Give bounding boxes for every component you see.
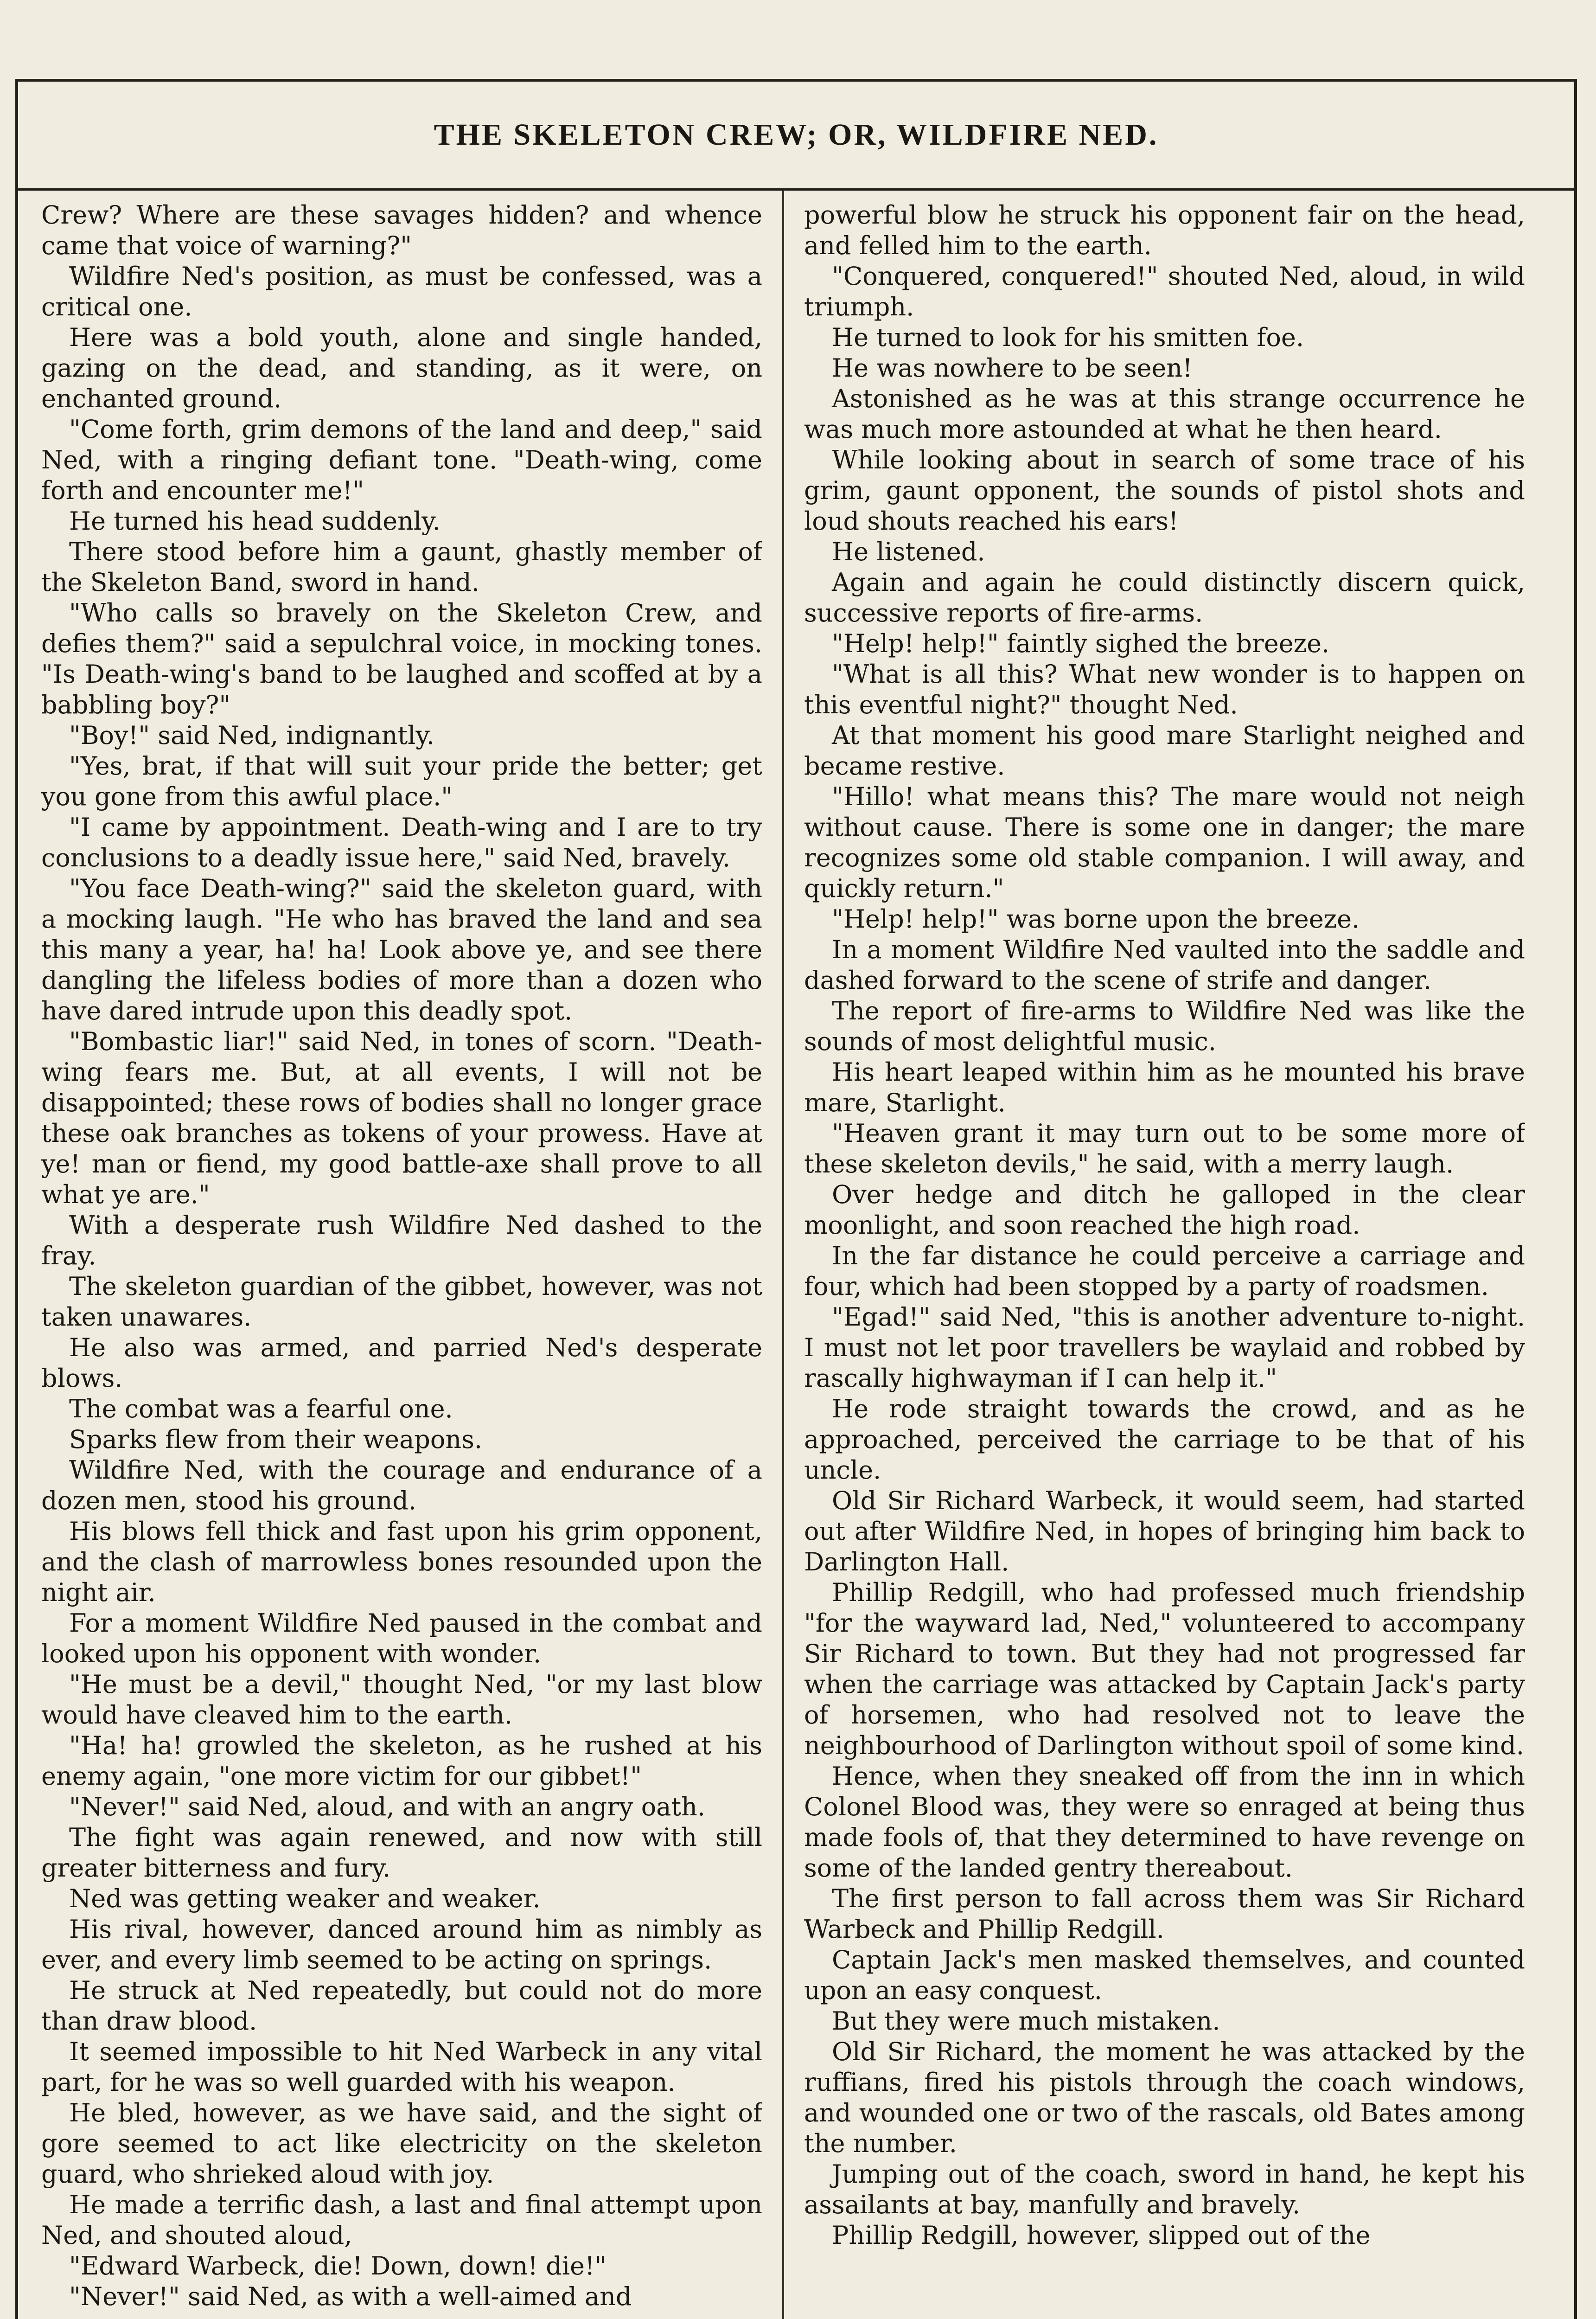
paragraph: Again and again he could distinctly discern quick, successive reports of fire-arms. <box>804 568 1525 628</box>
paragraph: Phillip Redgill, who had professed much friendship "for the wayward lad, Ned," volunteered to accompany Sir Richard to town. But they had not progressed far when the carriage was attacked by Captain Jack's party of horsemen, who had resolved not to leave the neighbourhood of Darlington without spoil of some kind. <box>804 1578 1525 1760</box>
paragraph: Hence, when they sneaked off from the inn in which Colonel Blood was, they were so enraged at being thus made fools of, that they determined to have revenge on some of the landed gentry thereabout. <box>804 1762 1525 1883</box>
paragraph: Old Sir Richard Warbeck, it would seem, had started out after Wildfire Ned, in hopes of bringing him back to Darlington Hall. <box>804 1486 1525 1576</box>
paragraph: He rode straight towards the crowd, and as he approached, perceived the carriage to be that of his uncle. <box>804 1394 1525 1485</box>
paragraph: He was nowhere to be seen! <box>832 353 1193 383</box>
paragraph: "What is all this? What new wonder is to happen on this eventful night?" thought Ned. <box>804 660 1525 719</box>
paragraph: The report of fire-arms to Wildfire Ned was like the sounds of most delightful music. <box>804 996 1525 1056</box>
paragraph: "Egad!" said Ned, "this is another adventure to-night. I must not let poor travellers be waylaid and robbed by rascally highwayman if I can help it." <box>804 1302 1525 1393</box>
paragraph: "Heaven grant it may turn out to be some more of these skeleton devils," he said, with a merry laugh. <box>804 1119 1525 1179</box>
paragraph: "Help! help!" was borne upon the breeze. <box>832 904 1360 934</box>
paragraph: He listened. <box>832 537 985 566</box>
paragraph: In the far distance he could perceive a carriage and four, which had been stopped by a party of roadsmen. <box>804 1241 1525 1301</box>
paragraph: Phillip Redgill, however, slipped out of the <box>832 2221 1371 2250</box>
paragraph: "Come forth, grim demons of the land and deep," said Ned, with a ringing defiant tone. "Death-wing, come forth and encounter me!" <box>41 415 762 505</box>
paragraph: "Help! help!" faintly sighed the breeze. <box>832 629 1330 658</box>
paragraph: "Edward Warbeck, die! Down, down! die!" <box>69 2251 606 2281</box>
paragraph: His heart leaped within him as he mounted his brave mare, Starlight. <box>804 1057 1525 1117</box>
paragraph: Sparks flew from their weapons. <box>69 1425 482 1454</box>
paragraph: "Never!" said Ned, as with a well-aimed and <box>69 2282 632 2311</box>
paragraph: "You face Death-wing?" said the skeleton guard, with a mocking laugh. "He who has braved the land and sea this many a year, ha! ha! Look above ye, and see there dangling the lifeless bodies of more than a dozen who have dared intrude upon this deadly spot. <box>41 874 762 1025</box>
paragraph: "Yes, brat, if that will suit your pride the better; get you gone from this awful place." <box>41 751 762 811</box>
paragraph: Ned was getting weaker and weaker. <box>69 1884 541 1913</box>
page-header <box>18 82 1574 191</box>
paragraph: powerful blow he struck his opponent fair on the head, and felled him to the earth. <box>804 200 1525 260</box>
paragraph: While looking about in search of some trace of his grim, gaunt opponent, the sounds of pistol shots and loud shouts reached his ears! <box>804 445 1525 536</box>
paragraph: In a moment Wildfire Ned vaulted into the saddle and dashed forward to the scene of strife and danger. <box>804 935 1525 995</box>
paragraph: It seemed impossible to hit Ned Warbeck in any vital part, for he was so well guarded with his weapon. <box>41 2037 762 2097</box>
paragraph: "He must be a devil," thought Ned, "or my last blow would have cleaved him to the earth. <box>41 1670 762 1730</box>
paragraph: The skeleton guardian of the gibbet, however, was not taken unawares. <box>41 1272 762 1332</box>
paragraph: For a moment Wildfire Ned paused in the combat and looked upon his opponent with wonder. <box>41 1608 762 1668</box>
paragraph: He struck at Ned repeatedly, but could not do more than draw blood. <box>41 1976 762 2036</box>
paragraph: "Bombastic liar!" said Ned, in tones of scorn. "Death-wing fears me. But, at all events, I will not be disappointed; these rows of bodies shall no longer grace these oak branches as tokens of your prowess. Have at ye! man or fiend, my good battle-axe shall prove to all what ye are." <box>41 1027 762 1209</box>
paragraph: The combat was a fearful one. <box>69 1394 453 1423</box>
page-frame <box>15 79 1577 2319</box>
paragraph: He also was armed, and parried Ned's desperate blows. <box>41 1333 762 1393</box>
paragraph: Jumping out of the coach, sword in hand, he kept his assailants at bay, manfully and bravely. <box>804 2159 1525 2219</box>
paragraph: "Who calls so bravely on the Skeleton Crew, and defies them?" said a sepulchral voice, in mocking tones. "Is Death-wing's band to be laughed and scoffed at by a babbling boy?" <box>41 598 762 719</box>
paragraph: The first person to fall across them was Sir Richard Warbeck and Phillip Redgill. <box>804 1884 1525 1944</box>
paragraph: His blows fell thick and fast upon his grim opponent, and the clash of marrowless bones resounded upon the night air. <box>41 1517 762 1607</box>
paragraph: With a desperate rush Wildfire Ned dashed to the fray. <box>41 1211 762 1270</box>
paragraph: Captain Jack's men masked themselves, and counted upon an easy conquest. <box>804 1945 1525 2005</box>
paragraph: "Ha! ha! growled the skeleton, as he rushed at his enemy again, "one more victim for our gibbet!" <box>41 1731 762 1791</box>
paragraph: "I came by appointment. Death-wing and I are to try conclusions to a deadly issue here," said Ned, bravely. <box>41 813 762 872</box>
paragraph: He made a terrific dash, a last and final attempt upon Ned, and shouted aloud, <box>41 2190 762 2250</box>
paragraph: He turned to look for his smitten foe. <box>832 323 1304 352</box>
paragraph: He turned his head suddenly. <box>69 506 440 536</box>
paragraph: Here was a bold youth, alone and single handed, gazing on the dead, and standing, as it were, on enchanted ground. <box>41 323 762 413</box>
paragraph: There stood before him a gaunt, ghastly member of the Skeleton Band, sword in hand. <box>41 537 762 597</box>
paragraph: He bled, however, as we have said, and the sight of gore seemed to act like electricity on the skeleton guard, who shrieked aloud with joy. <box>41 2098 762 2189</box>
paragraph: "Never!" said Ned, aloud, and with an angry oath. <box>69 1792 706 1821</box>
paragraph: Over hedge and ditch he galloped in the clear moonlight, and soon reached the high road. <box>804 1180 1525 1240</box>
paragraph: "Boy!" said Ned, indignantly. <box>69 721 434 750</box>
paragraph: Old Sir Richard, the moment he was attacked by the ruffians, fired his pistols through the coach windows, and wounded one or two of the rascals, old Bates among the number. <box>804 2037 1525 2158</box>
page-title: THE SKELETON CREW; OR, WILDFIRE NED. <box>434 118 1159 152</box>
paragraph: Crew? Where are these savages hidden? and whence came that voice of warning?" <box>41 200 762 260</box>
paragraph: Astonished as he was at this strange occurrence he was much more astounded at what he then heard. <box>804 384 1525 444</box>
paragraph: But they were much mistaken. <box>832 2006 1220 2036</box>
paragraph: "Conquered, conquered!" shouted Ned, aloud, in wild triumph. <box>804 262 1525 321</box>
paragraph: At that moment his good mare Starlight neighed and became restive. <box>804 721 1525 781</box>
column-divider <box>782 191 784 2319</box>
paragraph: "Hillo! what means this? The mare would not neigh without cause. There is some one in danger; the mare recognizes some old stable companion. I will away, and quickly return." <box>804 782 1525 903</box>
paragraph: The fight was again renewed, and now with still greater bitterness and fury. <box>41 1823 762 1883</box>
paragraph: Wildfire Ned, with the courage and endurance of a dozen men, stood his ground. <box>41 1455 762 1515</box>
paragraph: Wildfire Ned's position, as must be confessed, was a critical one. <box>41 262 762 321</box>
text-column-right <box>804 200 1525 2319</box>
text-column-left <box>41 200 762 2319</box>
paragraph: His rival, however, danced around him as nimbly as ever, and every limb seemed to be acting on springs. <box>41 1915 762 1974</box>
